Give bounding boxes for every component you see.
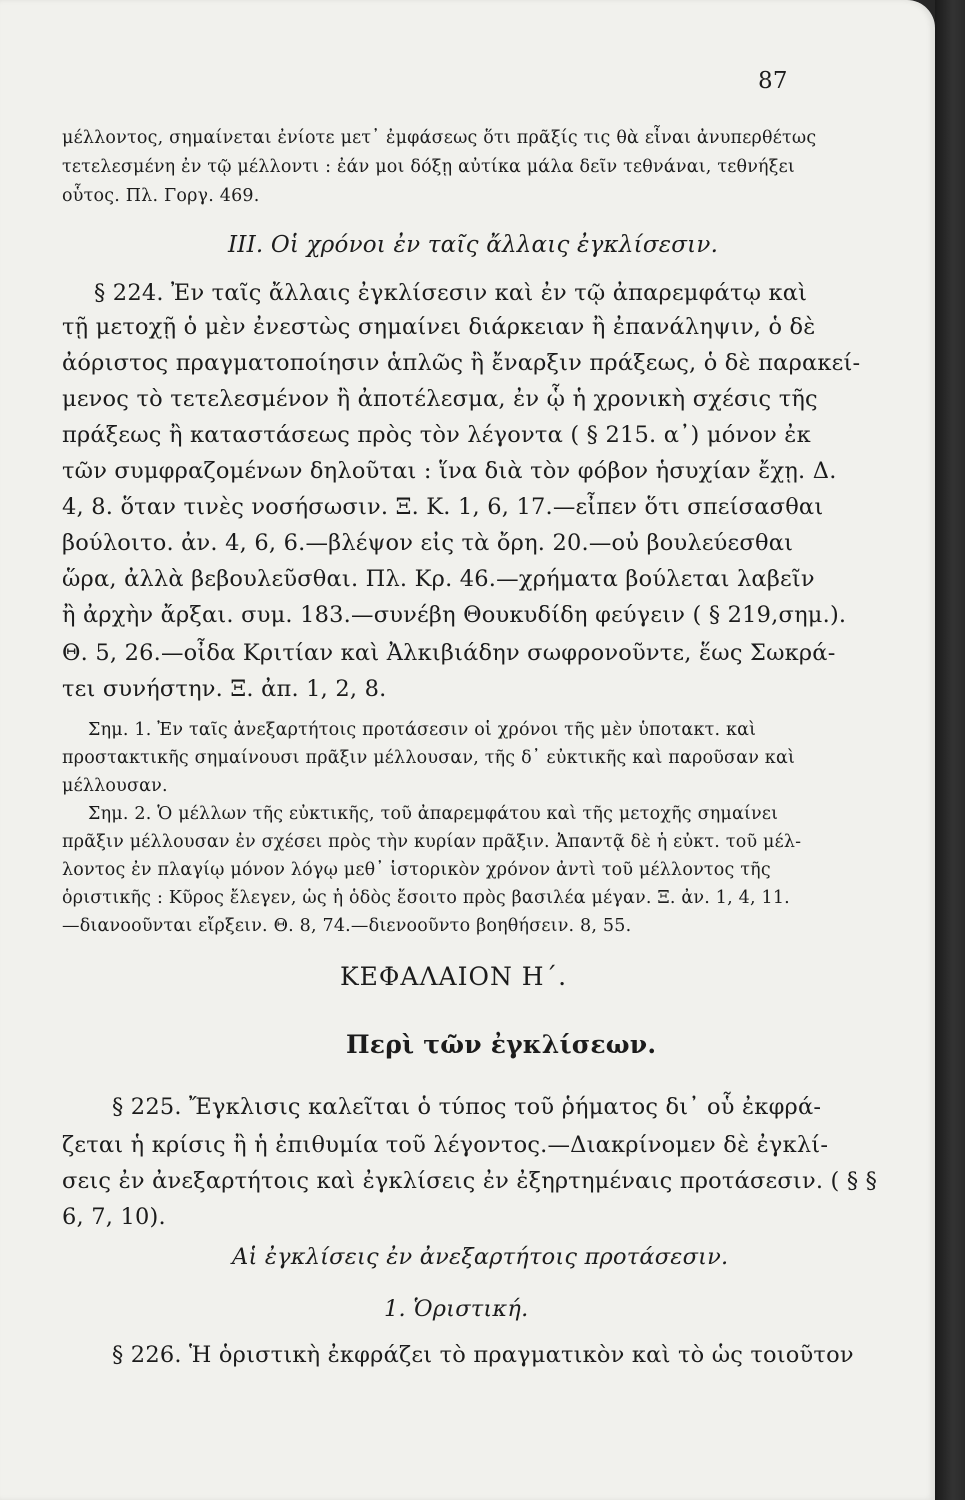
subheading-independent-clauses: Αἱ ἐγκλίσεις ἐν ἀνεξαρτήτοις προτάσεσιν. xyxy=(232,1244,729,1270)
text-line: ἢ ἀρχὴν ἄρξαι. συμ. 183.—συνέβη Θουκυδίδη φεύγειν ( § 219,σημ.). xyxy=(62,602,847,628)
chapter-title: ΚΕΦΑΛΑΙΟΝ Η΄. xyxy=(340,962,568,991)
text-line: ὁριστικῆς : Κῦρος ἔλεγεν, ὡς ἡ ὁδὸς ἔσοιτο πρὸς βασιλέα μέγαν. Ξ. ἀν. 1, 4, 11. xyxy=(62,888,790,908)
text-line: ζεται ἡ κρίσις ἢ ἡ ἐπιθυμία τοῦ λέγοντος.—Διακρίνομεν δὲ ἐγκλί- xyxy=(62,1132,829,1158)
text-line: βούλοιτο. ἀν. 4, 6, 6.—βλέψον εἰς τὰ ὄρη. 20.—οὐ βουλεύεσθαι xyxy=(62,530,794,556)
section-226-line: § 226. Ἡ ὁριστικὴ ἐκφράζει τὸ πραγματικὸν καὶ τὸ ὡς τοιοῦτον xyxy=(112,1342,854,1368)
text-line: μέλλουσαν. xyxy=(62,776,168,796)
text-line: οὗτος. Πλ. Γοργ. 469. xyxy=(62,186,260,206)
text-line: πρᾶξιν μέλλουσαν ἐν σχέσει πρὸς τὴν κυρίαν πρᾶξιν. Ἀπαντᾷ δὲ ἡ εὐκτ. τοῦ μέλ- xyxy=(62,832,802,852)
text-line: μέλλοντος, σημαίνεται ἐνίοτε μετ᾽ ἐμφάσεως ὅτι πρᾶξίς τις θὰ εἶναι ἀνυπερθέτως xyxy=(62,128,817,148)
text-line: μενος τὸ τετελεσμένον ἢ ἀποτέλεσμα, ἐν ᾧ ἡ χρονικὴ σχέσις τῆς xyxy=(62,386,818,412)
text-line: Θ. 5, 26.—οἶδα Κριτίαν καὶ Ἀλκιβιάδην σωφρονοῦντε, ἕως Σωκρά- xyxy=(62,640,836,666)
section-heading: III. Οἱ χρόνοι ἐν ταῖς ἄλλαις ἐγκλίσεσιν. xyxy=(228,232,719,258)
text-line: 4, 8. ὅταν τινὲς νοσήσωσιν. Ξ. Κ. 1, 6, 17.—εἶπεν ὅτι σπείσασθαι xyxy=(62,494,824,520)
text-line: τετελεσμένη ἐν τῷ μέλλοντι : ἐάν μοι δόξῃ αὐτίκα μάλα δεῖν τεθνάναι, τεθνήξει xyxy=(62,157,795,177)
text-line: τῇ μετοχῇ ὁ μὲν ἐνεστὼς σημαίνει διάρκειαν ἢ ἐπανάληψιν, ὁ δὲ xyxy=(62,314,816,340)
page-edge-shadow xyxy=(935,0,965,1500)
text-line: —διανοοῦνται εἴρξειν. Θ. 8, 74.—διενοοῦντο βοηθήσειν. 8, 55. xyxy=(62,916,632,936)
text-line: προστακτικῆς σημαίνουσι πρᾶξιν μέλλουσαν, τῆς δ᾽ εὐκτικῆς καὶ παροῦσαν καὶ xyxy=(62,748,796,768)
page-number: 87 xyxy=(758,68,788,94)
text-line: λοντος ἐν πλαγίῳ μόνον λόγῳ μεθ᾽ ἱστορικὸν χρόνον ἀντὶ τοῦ μέλλοντος τῆς xyxy=(62,860,771,880)
text-line: τει συνήστην. Ξ. ἀπ. 1, 2, 8. xyxy=(62,676,387,702)
text-line: 6, 7, 10). xyxy=(62,1204,166,1230)
text-line: § 225. Ἔγκλισις καλεῖται ὁ τύπος τοῦ ῥήματος δι᾽ οὗ ἐκφρά- xyxy=(112,1094,822,1120)
text-line: πράξεως ἢ καταστάσεως πρὸς τὸν λέγοντα ( § 215. α᾽) μόνον ἐκ xyxy=(62,422,811,448)
text-line: ἀόριστος πραγματοποίησιν ἁπλῶς ἢ ἔναρξιν πράξεως, ὁ δὲ παρακεί- xyxy=(62,350,861,376)
subheading-indicative: 1. Ὁριστική. xyxy=(384,1296,529,1322)
text-line: § 224. Ἐν ταῖς ἄλλαις ἐγκλίσεσιν καὶ ἐν τῷ ἀπαρεμφάτῳ καὶ xyxy=(94,280,808,306)
text-line: ὥρα, ἀλλὰ βεβουλεῦσθαι. Πλ. Κρ. 46.—χρήματα βούλεται λαβεῖν xyxy=(62,566,815,592)
text-line: σεις ἐν ἀνεξαρτήτοις καὶ ἐγκλίσεις ἐν ἐξηρτημέναις προτάσεσιν. ( § § xyxy=(62,1168,878,1194)
text-line: τῶν συμφραζομένων δηλοῦται : ἵνα διὰ τὸν φόβον ἡσυχίαν ἔχῃ. Δ. xyxy=(62,458,837,484)
chapter-subtitle: Περὶ τῶν ἐγκλίσεων. xyxy=(346,1030,657,1059)
text-line: Σημ. 2. Ὁ μέλλων τῆς εὐκτικῆς, τοῦ ἀπαρεμφάτου καὶ τῆς μετοχῆς σημαίνει xyxy=(88,804,779,824)
text-line: Σημ. 1. Ἐν ταῖς ἀνεξαρτήτοις προτάσεσιν οἱ χρόνοι τῆς μὲν ὑποτακτ. καὶ xyxy=(88,720,757,740)
